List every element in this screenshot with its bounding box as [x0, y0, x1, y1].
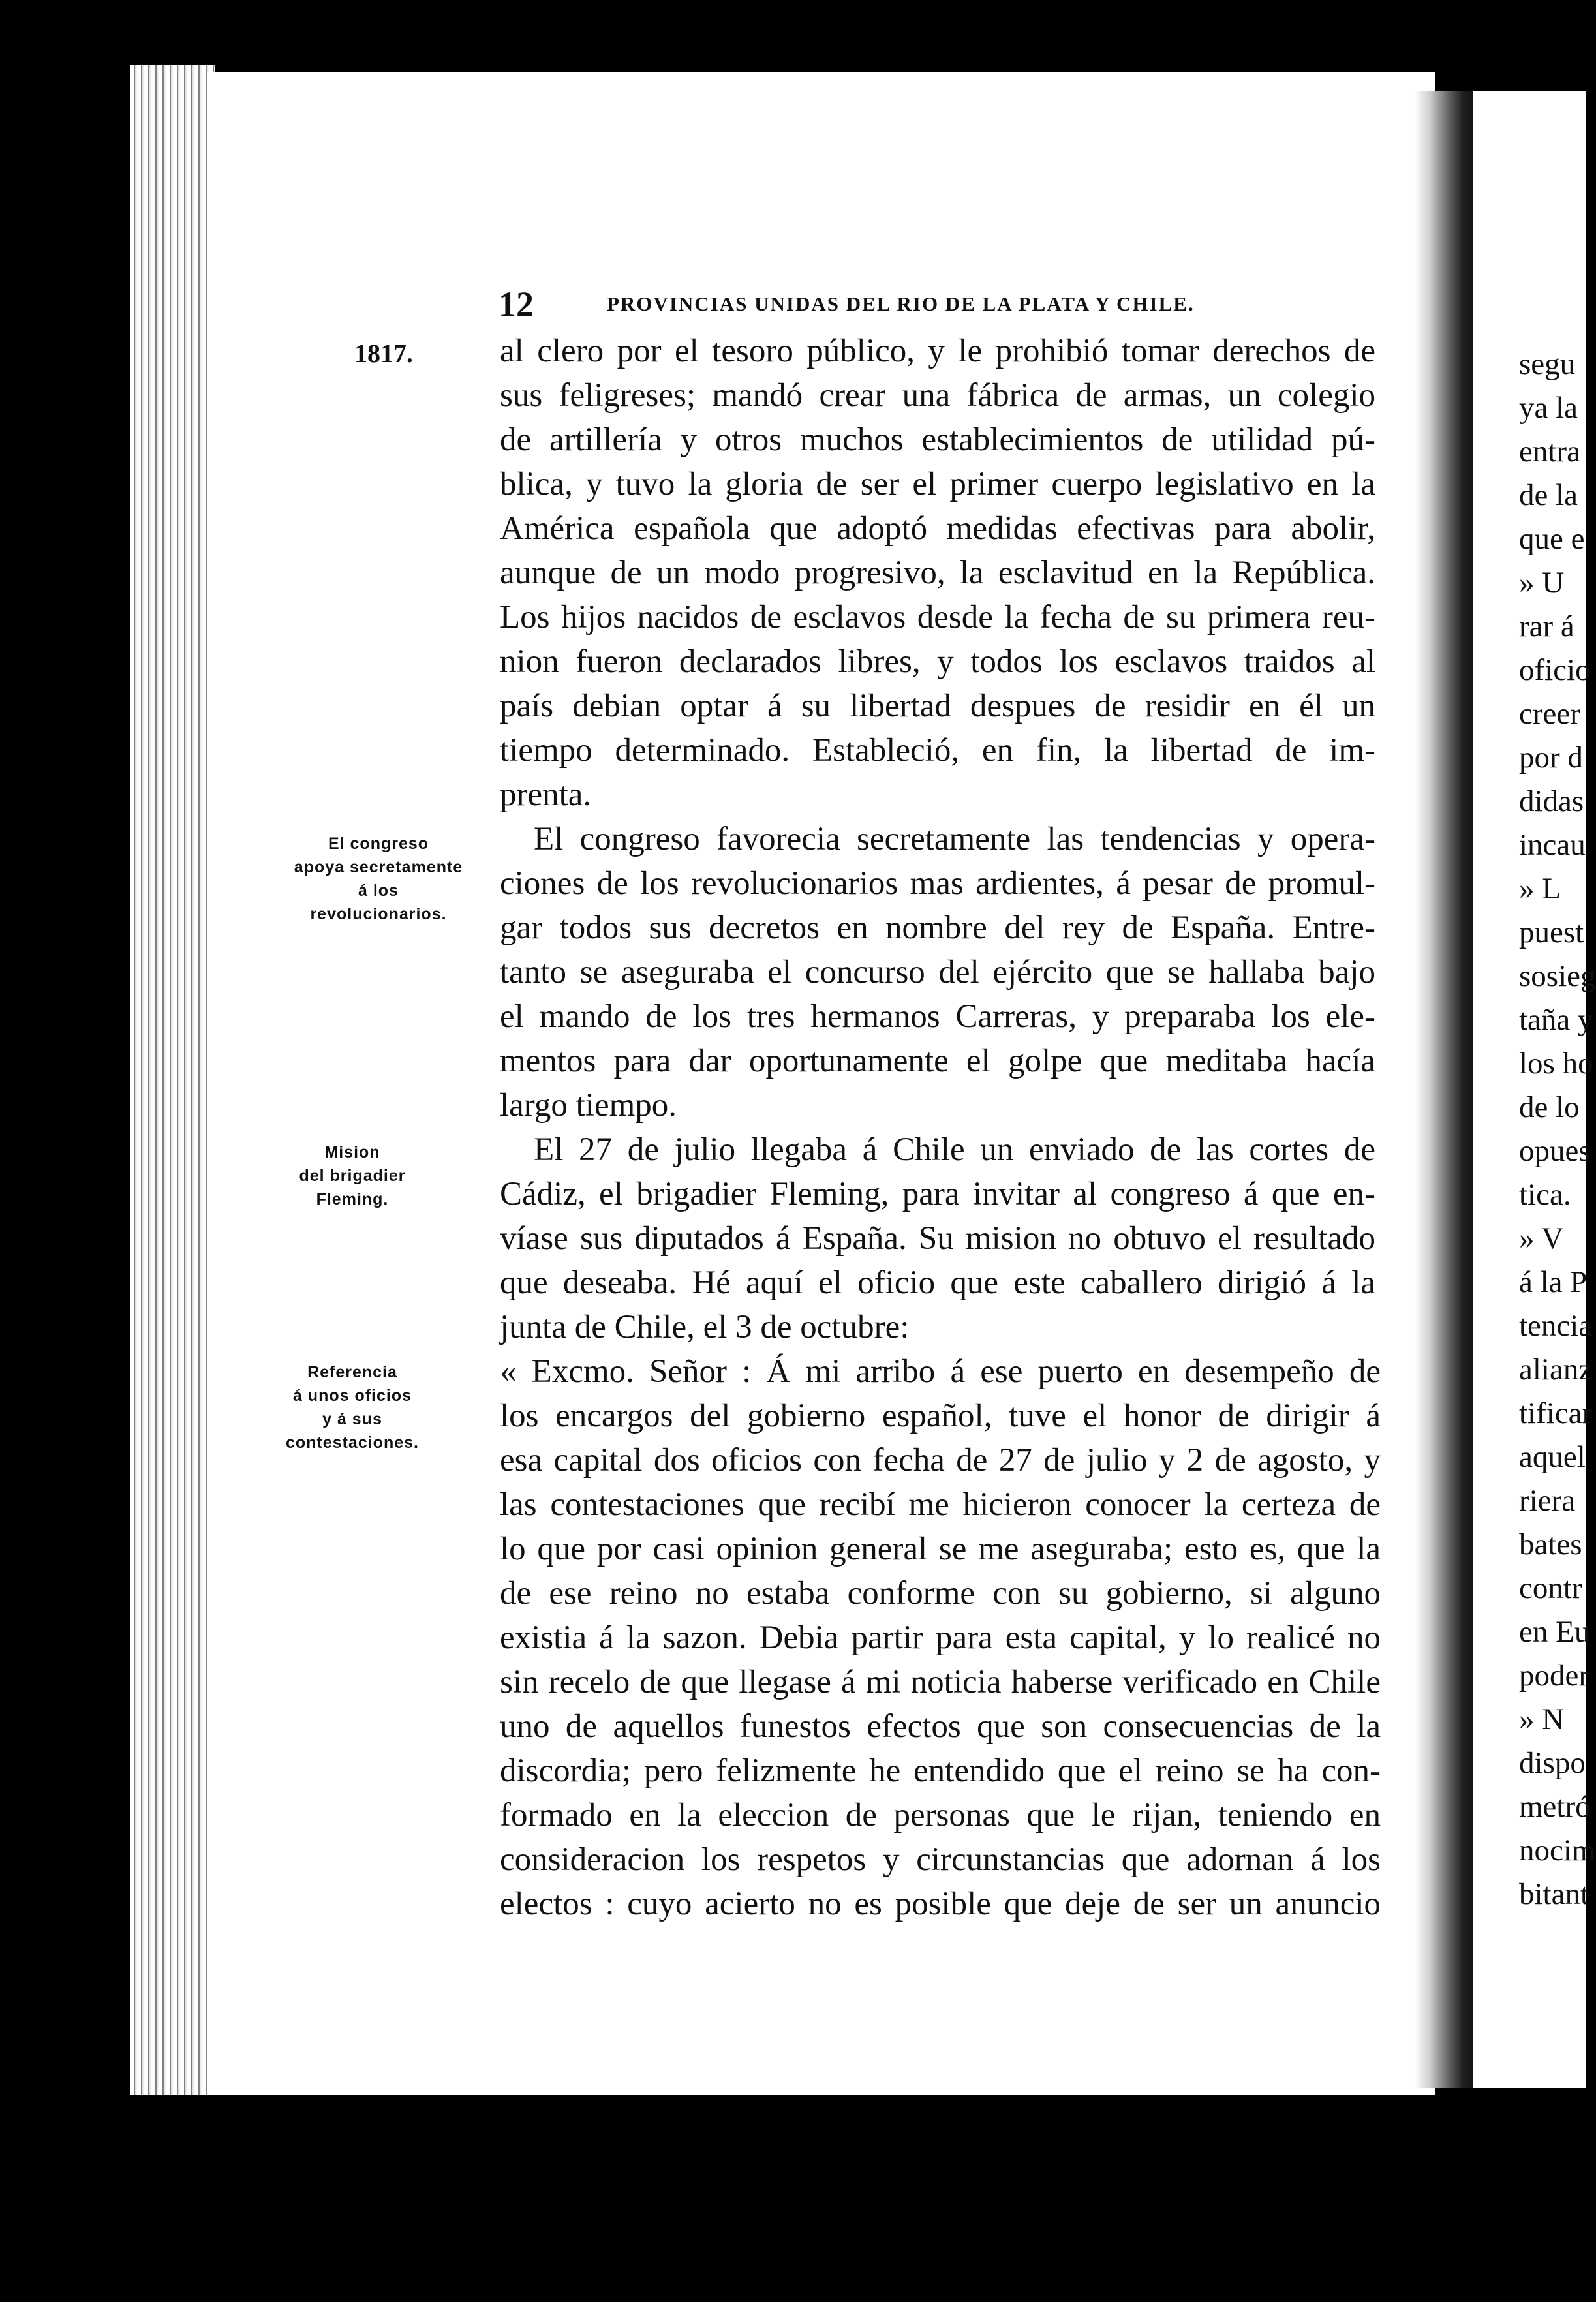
body-line: tiempo determinado. Estableció, en fin, la libertad de im- — [500, 732, 1375, 769]
facing-page-line: ya la — [1519, 391, 1578, 425]
body-line: blica, y tuvo la gloria de ser el primer cuerpo legislativo en la — [500, 466, 1375, 502]
facing-page-line: incau — [1519, 828, 1586, 862]
facing-page-line: contr — [1519, 1571, 1582, 1605]
body-line: existia á la sazon. Debia partir para esta capital, y lo realicé no — [500, 1619, 1381, 1656]
facing-page-line: poder — [1519, 1659, 1589, 1693]
facing-page-line: alianz — [1519, 1353, 1593, 1387]
margin-note-line: Fleming. — [316, 1190, 389, 1208]
facing-page-line: tificar — [1519, 1396, 1593, 1430]
facing-page-line: oficio — [1519, 653, 1591, 687]
margin-note-congreso — [281, 832, 476, 926]
page-header — [499, 284, 1268, 324]
margin-note-line: revolucionarios. — [310, 905, 447, 923]
book-page-edges — [130, 65, 215, 2095]
margin-note-line: apoya secretamente — [294, 858, 463, 876]
margin-note-line: El congreso — [328, 835, 429, 853]
book-gutter — [1415, 91, 1475, 2088]
margin-note-mision — [254, 1141, 450, 1211]
running-title: PROVINCIAS UNIDAS DEL RIO DE LA PLATA Y CHILE. — [607, 292, 1195, 315]
body-line: El 27 de julio llegaba á Chile un enviado de las cortes de — [534, 1131, 1375, 1168]
body-line: sus feligreses; mandó crear una fábrica de armas, un colegio — [500, 377, 1375, 414]
facing-page-line: taña y — [1519, 1003, 1593, 1037]
body-line: discordia; pero felizmente he entendido que el reino se ha con- — [500, 1753, 1381, 1789]
facing-page-line: puest — [1519, 915, 1584, 949]
facing-page-line: bates — [1519, 1527, 1582, 1561]
book-page — [207, 72, 1435, 2095]
body-line: esa capital dos oficios con fecha de 27 de julio y 2 de agosto, y — [500, 1442, 1381, 1479]
body-line: « Excmo. Señor : Á mi arribo á ese puerto en desempeño de — [500, 1353, 1381, 1390]
body-line: consideracion los respetos y circunstancias que adornan á los — [500, 1841, 1381, 1878]
facing-page-line: » U — [1519, 566, 1565, 600]
body-line: tanto se aseguraba el concurso del ejército que se hallaba bajo — [500, 954, 1375, 990]
facing-page-line: por d — [1519, 741, 1583, 775]
body-line: que deseaba. Hé aquí el oficio que este caballero dirigió á la — [500, 1265, 1375, 1301]
margin-note-line: contestaciones. — [286, 1434, 419, 1452]
margin-note-line: del brigadier — [299, 1167, 406, 1185]
body-line: prenta. — [500, 776, 592, 813]
facing-page-line: que e — [1519, 522, 1585, 556]
facing-page-line: los ho — [1519, 1047, 1593, 1081]
facing-page-line: tencia — [1519, 1309, 1593, 1343]
body-line: junta de Chile, el 3 de octubre: — [500, 1309, 910, 1345]
facing-page-line: á la P — [1519, 1265, 1588, 1299]
facing-page-line: aquel — [1519, 1440, 1586, 1474]
facing-page-line: bitant — [1519, 1877, 1589, 1911]
facing-page-line: tica. — [1519, 1178, 1571, 1212]
facing-page-line: » L — [1519, 872, 1561, 906]
body-line: largo tiempo. — [500, 1087, 677, 1124]
body-line: gar todos sus decretos en nombre del rey de España. Entre- — [500, 910, 1375, 946]
body-line: de artillería y otros muchos establecimientos de utilidad pú- — [500, 422, 1375, 458]
facing-page-line: metró — [1519, 1790, 1591, 1824]
margin-note-line: á unos oficios — [292, 1387, 412, 1405]
facing-page-line: sosieg — [1519, 959, 1596, 993]
body-line: víase sus diputados á España. Su mision no obtuvo el resultado — [500, 1220, 1375, 1257]
body-line: Cádiz, el brigadier Fleming, para invitar al congreso á que en- — [500, 1176, 1375, 1212]
body-line: El congreso favorecia secretamente las tendencias y opera- — [534, 821, 1375, 857]
facing-page-line: riera — [1519, 1484, 1576, 1518]
facing-page-line: didas — [1519, 784, 1584, 818]
margin-note-line: á los — [358, 882, 399, 900]
body-line: al clero por el tesoro público, y le prohibió tomar derechos de — [500, 333, 1375, 369]
margin-note-line: Referencia — [307, 1363, 397, 1381]
margin-note-line: y á sus — [322, 1410, 382, 1428]
body-line: sin recelo de que llegase á mi noticia haberse verificado en Chile — [500, 1664, 1381, 1700]
facing-page-line: rar á — [1519, 609, 1574, 643]
body-line: mentos para dar oportunamente el golpe que meditaba hacía — [500, 1043, 1375, 1079]
body-line: uno de aquellos funestos efectos que son consecuencias de la — [500, 1708, 1381, 1745]
body-line: formado en la eleccion de personas que le rijan, teniendo en — [500, 1797, 1381, 1834]
body-line: país debian optar á su libertad despues de residir en él un — [500, 688, 1375, 724]
facing-page-line: entra — [1519, 435, 1580, 468]
body-line: América española que adoptó medidas efectivas para abolir, — [500, 510, 1375, 547]
body-line: las contestaciones que recibí me hicieron conocer la certeza de — [500, 1486, 1381, 1523]
facing-page-line: dispo — [1519, 1746, 1586, 1780]
body-line: nion fueron declarados libres, y todos los esclavos traidos al — [500, 643, 1375, 680]
facing-page-line: de lo — [1519, 1090, 1580, 1124]
facing-page-line: creer — [1519, 697, 1580, 731]
body-line: Los hijos nacidos de esclavos desde la fecha de su primera reu- — [500, 599, 1375, 636]
body-line: el mando de los tres hermanos Carreras, y preparaba los ele- — [500, 998, 1375, 1035]
body-line: de ese reino no estaba conforme con su gobierno, si alguno — [500, 1575, 1381, 1612]
body-line: aunque de un modo progresivo, la esclavitud en la República. — [500, 555, 1375, 591]
body-line: los encargos del gobierno español, tuve el honor de dirigir á — [500, 1398, 1381, 1434]
facing-page-fragment — [1473, 91, 1596, 2088]
body-line: electos : cuyo acierto no es posible que deje de ser un anuncio — [500, 1886, 1381, 1922]
facing-page-line: opues — [1519, 1134, 1591, 1168]
body-line: ciones de los revolucionarios mas ardientes, á pesar de promul- — [500, 865, 1375, 902]
margin-note-line: Mision — [324, 1143, 380, 1161]
facing-page-line: de la — [1519, 478, 1578, 512]
page-number: 12 — [499, 284, 534, 324]
margin-year: 1817. — [354, 339, 413, 368]
body-line: lo que por casi opinion general se me aseguraba; esto es, que la — [500, 1531, 1381, 1567]
facing-page-line: nocim — [1519, 1834, 1596, 1867]
facing-page-line: » V — [1519, 1221, 1564, 1255]
facing-page-line: segu — [1519, 347, 1576, 381]
facing-page-line: » N — [1519, 1702, 1565, 1736]
margin-note-referencia — [254, 1360, 450, 1454]
facing-page-line: en Eu — [1519, 1615, 1590, 1649]
